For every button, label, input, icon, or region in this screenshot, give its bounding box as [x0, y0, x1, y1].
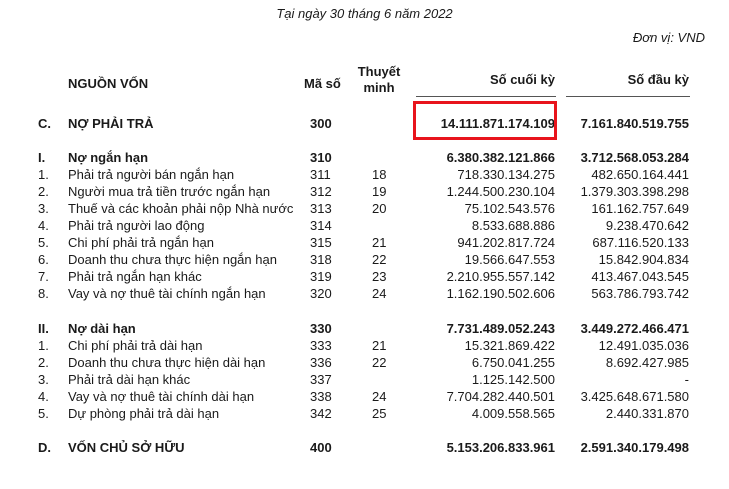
row-start-balance: 15.842.904.834 [598, 252, 689, 267]
table-row [0, 355, 729, 373]
row-end-balance: 75.102.543.576 [464, 201, 555, 216]
row-code: 337 [310, 372, 332, 387]
row-note: 24 [372, 389, 387, 404]
table-row [0, 440, 729, 458]
row-label: Người mua trả tiền trước ngắn hạn [68, 184, 271, 199]
row-start-balance: 3.425.648.671.580 [580, 389, 689, 404]
row-index: II. [38, 321, 49, 336]
row-code: 300 [310, 116, 332, 131]
row-label: Nợ dài hạn [68, 321, 136, 336]
row-code: 310 [310, 150, 332, 165]
row-end-balance: 7.704.282.440.501 [446, 389, 555, 404]
column-header-code: Mã số [304, 76, 341, 91]
row-index: 6. [38, 252, 49, 267]
row-index: 4. [38, 389, 49, 404]
row-end-balance: 1.162.190.502.606 [446, 286, 555, 301]
row-index: 2. [38, 355, 49, 370]
row-end-balance: 1.244.500.230.104 [446, 184, 555, 199]
row-index: 5. [38, 406, 49, 421]
row-end-balance: 941.202.817.724 [457, 235, 555, 250]
row-code: 314 [310, 218, 332, 233]
table-row [0, 372, 729, 390]
table-row [0, 150, 729, 168]
column-header-note: Thuyết minh [357, 64, 401, 95]
header-underline-start [566, 96, 690, 97]
row-code: 342 [310, 406, 332, 421]
row-index: 1. [38, 338, 49, 353]
table-row [0, 338, 729, 356]
row-code: 338 [310, 389, 332, 404]
row-end-balance: 5.153.206.833.961 [446, 440, 555, 455]
row-start-balance: 2.440.331.870 [605, 406, 689, 421]
row-start-balance: 3.449.272.466.471 [580, 321, 689, 336]
row-end-balance: 14.111.871.174.109 [440, 116, 555, 131]
row-code: 336 [310, 355, 332, 370]
row-note: 19 [372, 184, 387, 199]
row-note: 21 [372, 338, 387, 353]
row-start-balance: 3.712.568.053.284 [580, 150, 689, 165]
row-end-balance: 6.380.382.121.866 [446, 150, 555, 165]
row-start-balance: 12.491.035.036 [598, 338, 689, 353]
row-note: 25 [372, 406, 387, 421]
table-row [0, 116, 729, 134]
table-row [0, 167, 729, 185]
row-note: 18 [372, 167, 387, 182]
row-label: Vay và nợ thuê tài chính ngắn hạn [68, 286, 266, 301]
table-row [0, 269, 729, 287]
row-label: Chi phí phải trả ngắn hạn [68, 235, 214, 250]
row-index: C. [38, 116, 51, 131]
row-note: 24 [372, 286, 387, 301]
row-code: 330 [310, 321, 332, 336]
row-label: Phải trả người bán ngắn hạn [68, 167, 235, 182]
row-code: 333 [310, 338, 332, 353]
row-start-balance: 482.650.164.441 [591, 167, 689, 182]
column-header-end-balance: Số cuối kỳ [489, 72, 555, 87]
row-start-balance: 2.591.340.179.498 [580, 440, 689, 455]
row-index: 4. [38, 218, 49, 233]
row-code: 311 [310, 167, 331, 182]
report-date: Tại ngày 30 tháng 6 năm 2022 [276, 6, 453, 21]
row-end-balance: 1.125.142.500 [471, 372, 555, 387]
row-label: Nợ ngắn hạn [68, 150, 149, 165]
table-row [0, 218, 729, 236]
row-index: 3. [38, 372, 49, 387]
table-row [0, 235, 729, 253]
row-label: Chi phí phải trả dài hạn [68, 338, 203, 353]
row-index: 7. [38, 269, 49, 284]
row-note: 22 [372, 355, 387, 370]
row-start-balance: 7.161.840.519.755 [580, 116, 689, 131]
currency-unit: Đơn vị: VND [632, 30, 705, 45]
row-code: 319 [310, 269, 332, 284]
row-index: I. [38, 150, 46, 165]
row-label: Dự phòng phải trả dài hạn [68, 406, 220, 421]
table-row [0, 252, 729, 270]
row-index: 5. [38, 235, 49, 250]
row-end-balance: 15.321.869.422 [464, 338, 555, 353]
row-start-balance: 9.238.470.642 [605, 218, 689, 233]
row-end-balance: 19.566.647.553 [464, 252, 555, 267]
row-start-balance: 161.162.757.649 [591, 201, 689, 216]
row-index: 1. [38, 167, 49, 182]
row-code: 318 [310, 252, 332, 267]
row-label: Doanh thu chưa thực hiện dài hạn [68, 355, 266, 370]
row-note: 22 [372, 252, 387, 267]
table-row [0, 286, 729, 304]
row-end-balance: 8.533.688.886 [471, 218, 555, 233]
table-row [0, 389, 729, 407]
row-index: 2. [38, 184, 49, 199]
row-label: Doanh thu chưa thực hiện ngắn hạn [68, 252, 277, 267]
row-end-balance: 7.731.489.052.243 [446, 321, 555, 336]
row-start-balance: 687.116.520.133 [592, 235, 689, 250]
row-code: 313 [310, 201, 332, 216]
row-code: 400 [310, 440, 332, 455]
column-header-start-balance: Số đầu kỳ [627, 72, 689, 87]
row-start-balance: 8.692.427.985 [605, 355, 689, 370]
row-start-balance: 1.379.303.398.298 [580, 184, 689, 199]
row-start-balance: 413.467.043.545 [591, 269, 689, 284]
row-start-balance: - [684, 372, 689, 387]
row-label: Vay và nợ thuê tài chính dài hạn [68, 389, 255, 404]
row-label: Phải trả ngắn hạn khác [68, 269, 202, 284]
highlight-box [413, 101, 557, 140]
row-label: VỐN CHỦ SỞ HỮU [68, 440, 185, 455]
row-label: Thuế và các khoản phải nộp Nhà nước [68, 201, 294, 216]
header-underline-end [416, 96, 556, 97]
table-row [0, 184, 729, 202]
row-label: NỢ PHẢI TRẢ [68, 116, 154, 131]
table-row [0, 201, 729, 219]
row-end-balance: 6.750.041.255 [471, 355, 555, 370]
row-note: 21 [372, 235, 387, 250]
table-row [0, 321, 729, 339]
row-index: 3. [38, 201, 49, 216]
row-index: 8. [38, 286, 49, 301]
row-note: 20 [372, 201, 387, 216]
row-note: 23 [372, 269, 387, 284]
row-end-balance: 4.009.558.565 [471, 406, 555, 421]
table-row [0, 406, 729, 424]
row-label: Phải trả người lao động [68, 218, 205, 233]
row-code: 312 [310, 184, 332, 199]
row-start-balance: 563.786.793.742 [591, 286, 689, 301]
row-label: Phải trả dài hạn khác [68, 372, 191, 387]
row-end-balance: 718.330.134.275 [457, 167, 555, 182]
row-index: D. [38, 440, 51, 455]
column-header-capital-source: NGUỒN VỐN [68, 76, 149, 91]
row-code: 320 [310, 286, 332, 301]
row-end-balance: 2.210.955.557.142 [446, 269, 555, 284]
row-code: 315 [310, 235, 332, 250]
